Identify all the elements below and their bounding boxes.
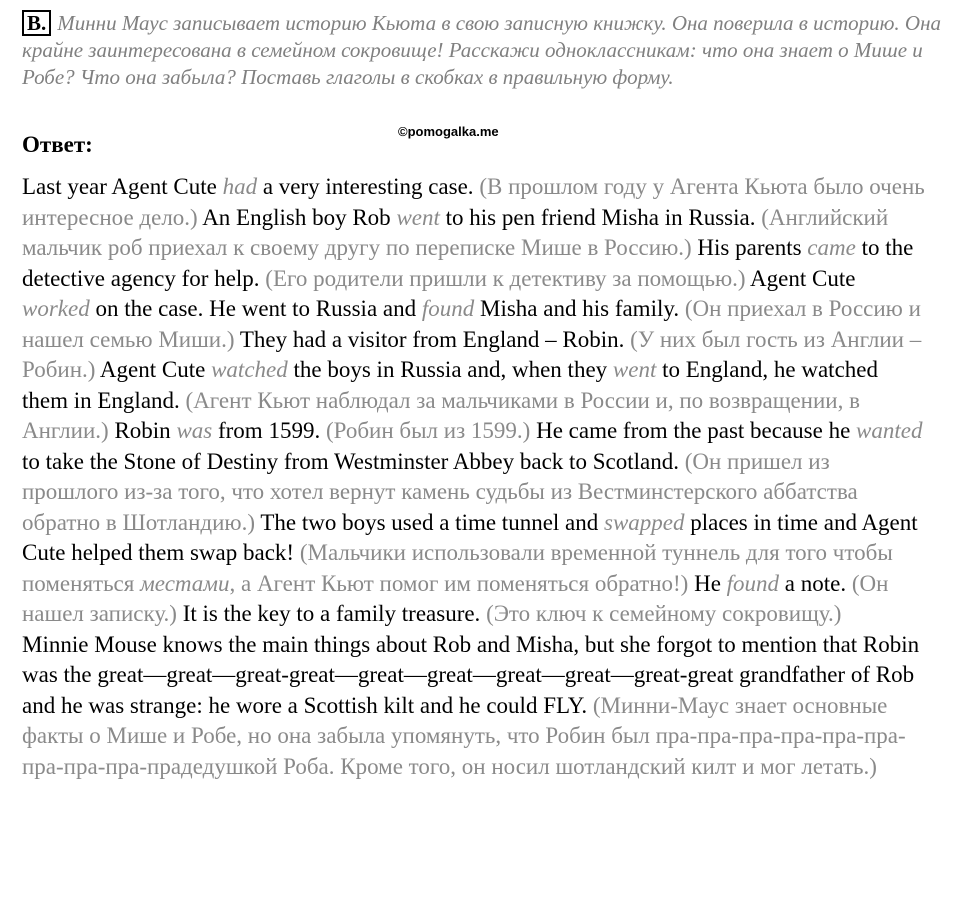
english-text: He came from the past because he bbox=[530, 418, 857, 443]
russian-translation: (Он нашел записку.) bbox=[22, 570, 889, 626]
task-letter-box: B. bbox=[22, 10, 51, 36]
task-text: Минни Маус записывает историю Кьюта в свою записную книжку. Она поверила в историю. Она крайне заинтересована в семейном сокровище! Расскажи одноклассникам: что она знает о Мише и Робе? Что она забыла? Поставь глаголы в скобках в правильную форму. bbox=[22, 11, 942, 89]
english-text: a note. bbox=[779, 570, 852, 596]
english-text: Minnie Mouse knows the main things about Rob and Misha, but she forgot to mention that Robin was the great—great—great-great—great—great—great—great—great-great grandfather of Rob and he was strange: he wore a Scottish kilt and he could FLY. bbox=[22, 631, 920, 718]
russian-translation: (Его родители пришли к детективу за помощью.) bbox=[265, 265, 746, 291]
english-text: They had a visitor from England – Robin. bbox=[234, 326, 631, 352]
english-text: The two boys used a time tunnel and bbox=[255, 509, 605, 535]
russian-translation: (Робин был из 1599.) bbox=[325, 418, 531, 443]
english-text: to take the Stone of Destiny from Westminster Abbey back to Scotland. bbox=[22, 448, 685, 474]
russian-translation: (Английский мальчик роб приехал к своему другу по переписке Мише в Россию.) bbox=[22, 204, 889, 260]
inserted-verb: was bbox=[176, 418, 213, 443]
inserted-verb: came bbox=[807, 235, 856, 260]
russian-translation: (Он пришел из прошлого из-за того, что хотел вернут камень судьбы из Вестминстерского аббатства обратно в Шотландию.) bbox=[22, 448, 858, 535]
task-instruction bbox=[22, 10, 942, 91]
inserted-verb: местами bbox=[140, 570, 230, 596]
english-text: Robin bbox=[108, 418, 177, 443]
inserted-verb: had bbox=[222, 174, 258, 199]
answer-paragraph-2 bbox=[22, 630, 927, 783]
english-text: He bbox=[688, 570, 727, 596]
russian-translation: (У них был гость из Англии – Робин.) bbox=[22, 326, 922, 382]
english-text: a very interesting case. bbox=[257, 174, 480, 199]
russian-translation: (Минни-Маус знает основные факты о Мише и Робе, но она забыла упомянуть, что Робин был пра-пра-пра-пра-пра-пра-пра-пра-пра-прадедушкой Роба. Кроме того, он носил шотландский килт и мог летать.) bbox=[22, 692, 906, 779]
english-text: on the case. He went to Russia and bbox=[89, 296, 422, 321]
watermark: ©pomogalka.me bbox=[398, 124, 499, 139]
answer-label: Ответ: bbox=[22, 132, 93, 157]
english-text: to England, he watched them in England. bbox=[22, 357, 878, 413]
english-text: Last year Agent Cute bbox=[22, 174, 223, 199]
russian-translation: , а Агент Кьют помог им поменяться обратно!) bbox=[229, 570, 689, 596]
russian-translation: (Он приехал в Россию и нашел семью Миши.) bbox=[22, 296, 921, 352]
answer-paragraph-1 bbox=[22, 172, 927, 630]
english-text: to the detective agency for help. bbox=[22, 235, 914, 291]
english-text: An English boy Rob bbox=[197, 204, 397, 230]
inserted-verb: found bbox=[421, 296, 475, 321]
english-text: places in time and Agent Cute helped them swap back! bbox=[22, 509, 918, 565]
russian-translation: (В прошлом году у Агента Кьюта было очень интересное дело.) bbox=[22, 174, 925, 230]
english-text: It is the key to a family treasure. bbox=[176, 601, 487, 626]
english-text: from 1599. bbox=[212, 418, 326, 443]
inserted-verb: went bbox=[612, 357, 657, 382]
english-text: His parents bbox=[691, 235, 808, 260]
russian-translation: (Агент Кьют наблюдал за мальчиками в России и, по возвращении, в Англии.) bbox=[22, 387, 860, 443]
inserted-verb: worked bbox=[22, 296, 90, 321]
inserted-verb: went bbox=[396, 204, 440, 230]
russian-translation: (Мальчики использовали временной туннель для того чтобы поменяться bbox=[22, 540, 893, 596]
inserted-verb: watched bbox=[211, 357, 288, 382]
english-text: to his pen friend Misha in Russia. bbox=[439, 204, 762, 230]
russian-translation: (Это ключ к семейному сокровищу.) bbox=[486, 601, 842, 626]
inserted-verb: found bbox=[726, 570, 780, 596]
english-text: the boys in Russia and, when they bbox=[287, 357, 613, 382]
inserted-verb: swapped bbox=[604, 509, 685, 535]
answer-body bbox=[22, 172, 927, 782]
english-text: Misha and his family. bbox=[474, 296, 685, 321]
english-text: Agent Cute bbox=[745, 265, 856, 291]
inserted-verb: wanted bbox=[856, 418, 923, 443]
english-text: Agent Cute bbox=[95, 357, 212, 382]
